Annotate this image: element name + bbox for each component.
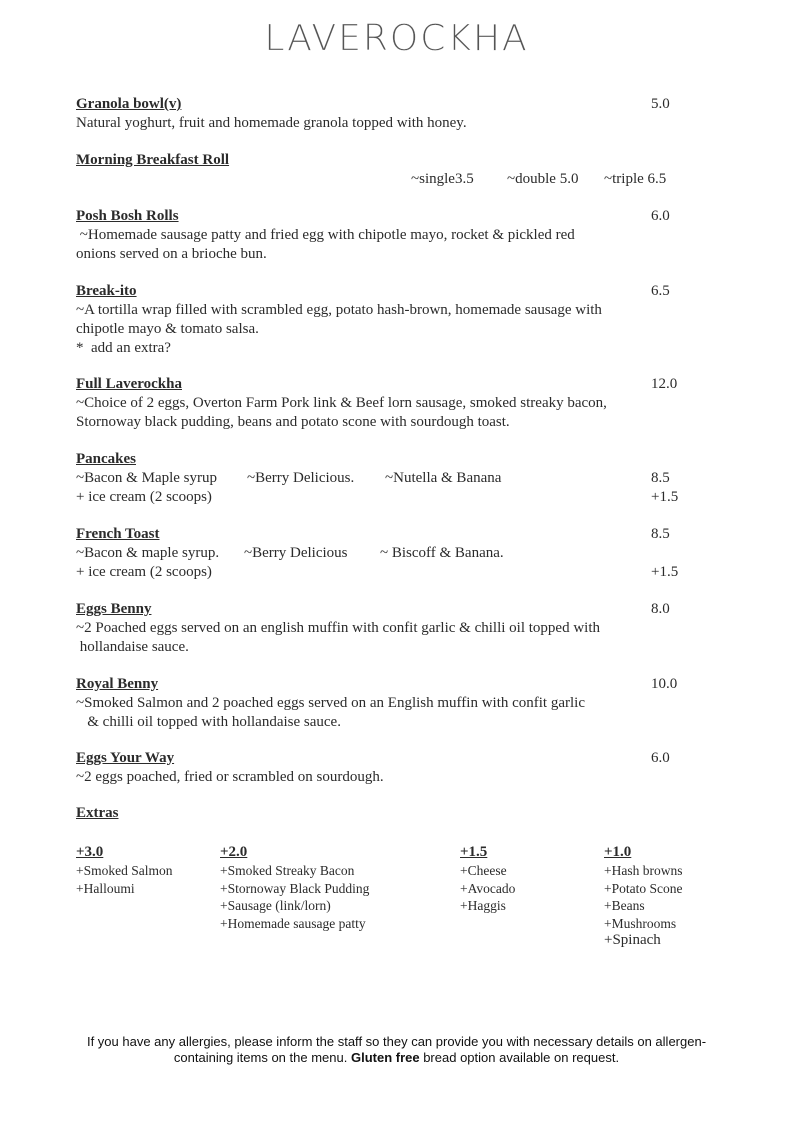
french-toast-option: ~Bacon & maple syrup. [76, 545, 220, 561]
item-price: 8.5 [651, 526, 670, 542]
item-description: ~Homemade sausage patty and fried egg with chipotle mayo, rocket & pickled red [76, 227, 575, 243]
item-price: 6.0 [651, 208, 670, 224]
extra-item: +Potato Scone [604, 880, 683, 896]
roll-single: ~single3.5 [411, 171, 474, 187]
extra-item: +Cheese [460, 863, 507, 878]
extra-item: +Homemade sausage patty [220, 915, 366, 931]
item-note: * add an extra? [76, 340, 171, 356]
extra-item: +Sausage (link/lorn) [220, 898, 331, 914]
extra-item: +Avocado [460, 880, 516, 896]
roll-triple: ~triple 6.5 [604, 171, 667, 187]
extra-item: +Beans [604, 898, 645, 914]
extra-item: +Smoked Streaky Bacon [220, 863, 355, 878]
item-description: ~2 Poached eggs served on an english muffin with confit garlic & chilli oil topped with [76, 620, 600, 636]
gluten-free-label: Gluten free [350, 1050, 420, 1065]
menu-item-eggs-your-way [76, 749, 716, 787]
item-price: 12.0 [651, 376, 678, 392]
extras-price-heading: +3.0 [76, 844, 104, 860]
item-description: ~A tortilla wrap filled with scrambled egg, potato hash-brown, homemade sausage with [76, 302, 602, 318]
item-price: 6.0 [651, 750, 670, 766]
extra-item: +Smoked Salmon [76, 863, 173, 878]
pancake-option: ~Berry Delicious. [247, 470, 355, 486]
item-price: 8.0 [651, 601, 670, 617]
french-toast-options [0, 544, 793, 563]
allergy-notice [70, 1034, 723, 1066]
item-description: Natural yoghurt, fruit and homemade granola topped with honey. [76, 115, 467, 131]
allergy-text-end: bread option available on request. [419, 1050, 620, 1065]
roll-size-options [0, 170, 793, 189]
extra-item: +Haggis [460, 898, 506, 914]
item-description: onions served on a brioche bun. [76, 246, 267, 262]
extra-item: +Stornoway Black Pudding [220, 880, 370, 896]
roll-double: ~double 5.0 [507, 171, 579, 187]
item-name: Full Laverockha [76, 376, 182, 392]
menu-item-granola [76, 95, 716, 133]
extra-item: +Mushrooms [604, 915, 677, 931]
french-toast-option: ~ Biscoff & Banana. [380, 545, 504, 561]
allergy-text: If you have any allergies, please inform the staff so they can provide you with necessary details on allergen-containing items on the menu. [86, 1034, 707, 1065]
item-price: 5.0 [651, 96, 670, 112]
item-name: Posh Bosh Rolls [76, 208, 179, 224]
restaurant-logo: LAVEROCKHA [264, 18, 529, 59]
menu-item-breakfast-roll [76, 151, 716, 170]
extras-column-1-5 [460, 843, 515, 915]
item-price: 10.0 [651, 676, 678, 692]
item-name: Morning Breakfast Roll [76, 152, 230, 168]
menu-item-posh-bosh [76, 207, 716, 264]
addon-price: +1.5 [651, 489, 679, 505]
item-description: ~2 eggs poached, fried or scrambled on sourdough. [76, 769, 384, 785]
item-name: Granola bowl(v) [76, 96, 182, 112]
item-description: chipotle mayo & tomato salsa. [76, 321, 259, 337]
extras-column-1 [604, 843, 682, 950]
extras-column-3 [76, 843, 173, 897]
pancake-option: ~Nutella & Banana [385, 470, 502, 486]
extras-column-2 [220, 843, 369, 932]
pancake-option: ~Bacon & Maple syrup [76, 470, 218, 486]
extra-item: +Hash browns [604, 863, 683, 878]
extras-price-heading: +2.0 [220, 844, 248, 860]
item-description: Stornoway black pudding, beans and potato scone with sourdough toast. [76, 414, 510, 430]
french-toast-addon [0, 563, 793, 582]
extra-item: +Spinach [604, 932, 661, 949]
addon-label: + ice cream (2 scoops) [76, 564, 212, 580]
pancake-options [0, 469, 793, 488]
item-description: & chilli oil topped with hollandaise sauce. [76, 714, 341, 730]
item-price: 6.5 [651, 283, 670, 299]
item-name: French Toast [76, 526, 160, 542]
extras-price-heading: +1.5 [460, 844, 488, 860]
item-name: Eggs Benny [76, 601, 152, 617]
item-name: Pancakes [76, 451, 136, 467]
menu-item-royal-benny [76, 675, 716, 732]
menu-item-break-ito [76, 282, 716, 358]
item-description: hollandaise sauce. [76, 639, 189, 655]
item-description: ~Smoked Salmon and 2 poached eggs served on an English muffin with confit garlic [76, 695, 585, 711]
menu-item-pancakes [76, 450, 716, 469]
extras-heading: Extras [76, 805, 119, 821]
addon-price: +1.5 [651, 564, 679, 580]
extra-item: +Halloumi [76, 880, 135, 896]
item-price: 8.5 [651, 470, 670, 486]
menu-item-french-toast [76, 525, 716, 544]
item-description: ~Choice of 2 eggs, Overton Farm Pork link & Beef lorn sausage, smoked streaky bacon, [76, 395, 607, 411]
extras-price-heading: +1.0 [604, 844, 632, 860]
menu-item-full-laverockha [76, 375, 656, 432]
item-name: Royal Benny [76, 676, 159, 692]
addon-label: + ice cream (2 scoops) [76, 489, 212, 505]
menu-item-eggs-benny [76, 600, 716, 657]
item-name: Break-ito [76, 283, 137, 299]
pancake-addon [0, 488, 793, 507]
french-toast-option: ~Berry Delicious [244, 545, 348, 561]
item-name: Eggs Your Way [76, 750, 175, 766]
